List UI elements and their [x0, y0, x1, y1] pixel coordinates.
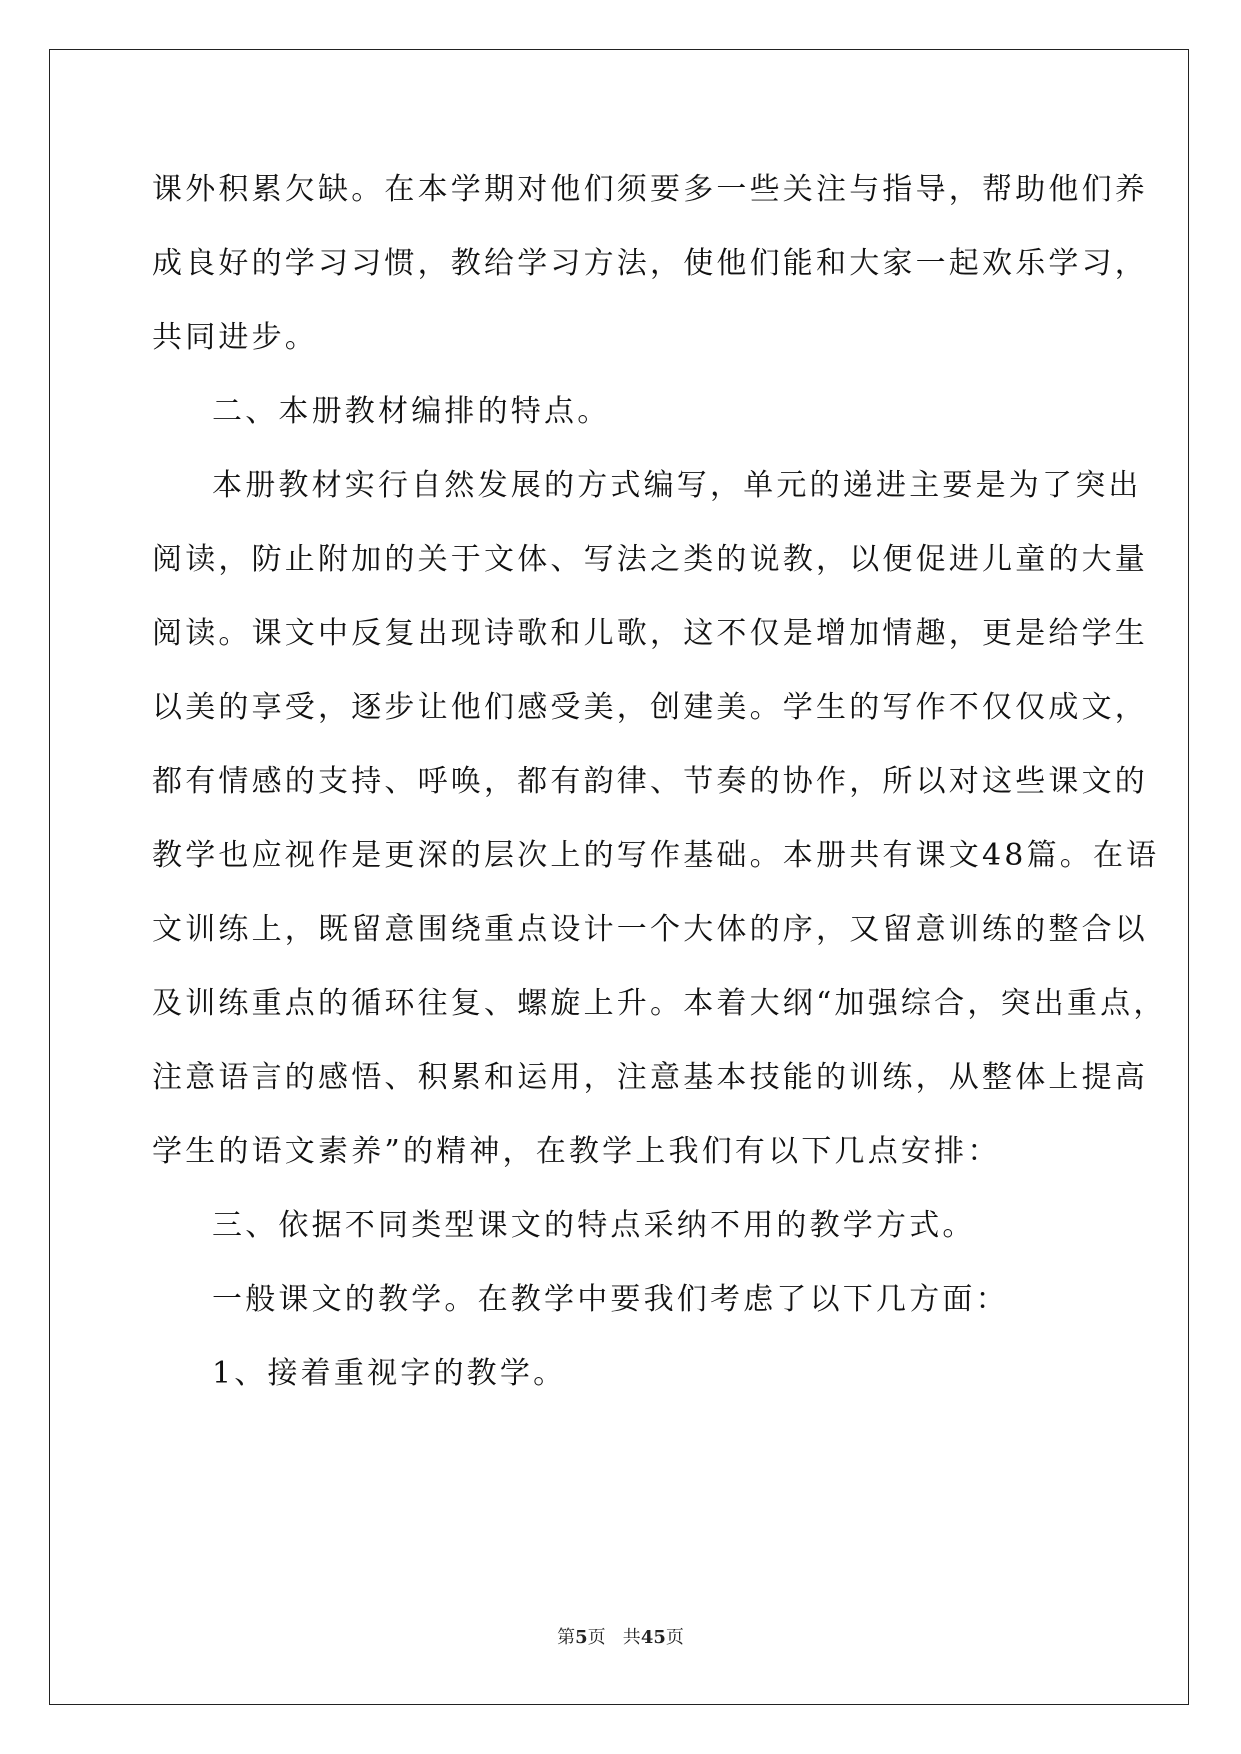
section-heading-3: 三、依据不同类型课文的特点采纳不用的教学方式。	[212, 1208, 976, 1243]
text-line-2: 成良好的学习习惯，教给学习方法，使他们能和大家一起欢乐学习，	[152, 246, 1148, 281]
text-line-13: 注意语言的感悟、积累和运用，注意基本技能的训练，从整体上提高	[152, 1060, 1148, 1095]
page-footer	[0, 1626, 1241, 1650]
text-line-10: 教学也应视作是更深的层次上的写作基础。本册共有课文48篇。在语	[152, 838, 1160, 873]
footer-page-number: 5	[575, 1627, 588, 1648]
footer-prefix: 第	[557, 1627, 576, 1648]
text-line-14: 学生的语文素养”的精神，在教学上我们有以下几点安排：	[152, 1134, 1001, 1169]
text-line-11: 文训练上，既留意围绕重点设计一个大体的序，又留意训练的整合以	[152, 912, 1148, 947]
text-line-8: 以美的享受，逐步让他们感受美，创建美。学生的写作不仅仅成文，	[152, 690, 1148, 725]
text-line-5: 本册教材实行自然发展的方式编写，单元的递进主要是为了突出	[212, 468, 1142, 503]
text-line-3: 共同进步。	[152, 320, 318, 355]
text-line-16: 一般课文的教学。在教学中要我们考虑了以下几方面：	[212, 1282, 1009, 1317]
text-line-1: 课外积累欠缺。在本学期对他们须要多一些关注与指导，帮助他们养	[152, 172, 1148, 207]
footer-middle: 页 共	[587, 1627, 641, 1648]
list-item-1: 1、接着重视字的教学。	[212, 1356, 567, 1391]
footer-suffix: 页	[665, 1627, 684, 1648]
text-line-12: 及训练重点的循环往复、螺旋上升。本着大纲“加强综合，突出重点，	[152, 986, 1167, 1021]
text-line-6: 阅读，防止附加的关于文体、写法之类的说教，以便促进儿童的大量	[152, 542, 1148, 577]
text-line-7: 阅读。课文中反复出现诗歌和儿歌，这不仅是增加情趣，更是给学生	[152, 616, 1148, 651]
document-body	[152, 160, 1167, 1418]
footer-total-pages: 45	[640, 1627, 666, 1648]
text-line-9: 都有情感的支持、呼唤，都有韵律、节奏的协作，所以对这些课文的	[152, 764, 1148, 799]
section-heading-2: 二、本册教材编排的特点。	[212, 394, 611, 429]
